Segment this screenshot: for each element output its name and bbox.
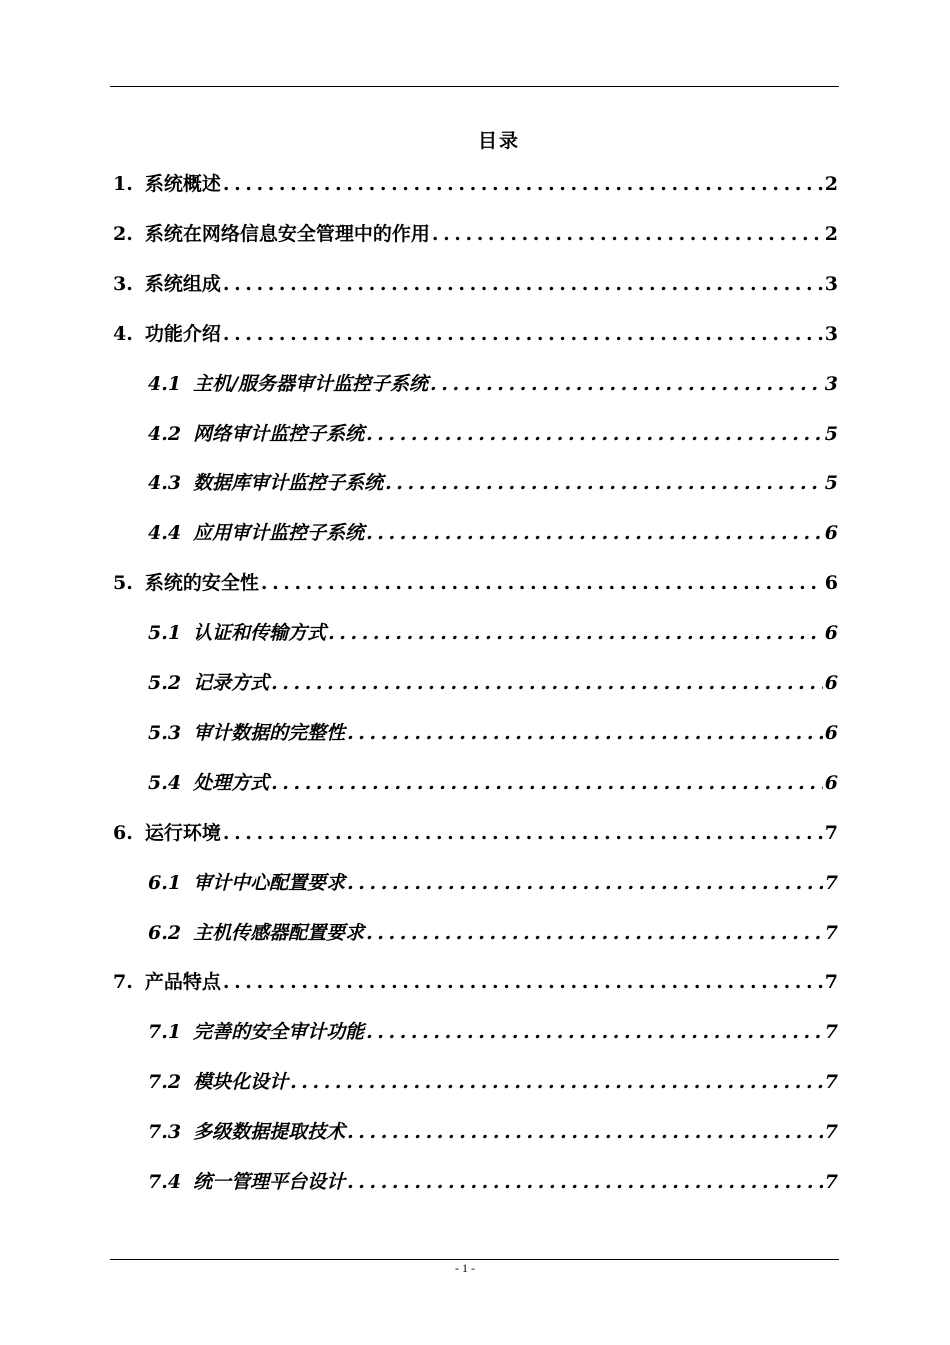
- toc-entry-number: 5.: [113, 572, 133, 595]
- toc-entry[interactable]: [148, 763, 838, 803]
- toc-entry[interactable]: [148, 613, 838, 653]
- toc-entry-title: 功能介绍: [144, 322, 221, 345]
- toc-entry-title: 网络审计监控子系统: [193, 422, 365, 445]
- toc-entry-title: 处理方式: [193, 771, 270, 794]
- toc-entry[interactable]: [148, 1062, 838, 1102]
- toc-entry-title: 统一管理平台设计: [193, 1171, 346, 1193]
- toc-entry[interactable]: [148, 513, 838, 553]
- toc-entry-page: 6: [824, 522, 838, 545]
- dot-leader: [261, 563, 823, 603]
- dot-leader: [347, 713, 823, 753]
- dot-leader: [385, 463, 823, 503]
- toc-entry[interactable]: [148, 414, 838, 454]
- dot-leader: [223, 264, 823, 304]
- toc-entry-page: 6: [824, 572, 838, 595]
- toc-entry[interactable]: [148, 663, 838, 703]
- toc-entry-number: 4.1: [148, 372, 182, 395]
- toc-entry-title: 应用审计监控子系统: [193, 522, 365, 545]
- toc-entry-title: 系统在网络信息安全管理中的作用: [144, 222, 430, 245]
- toc-entry-number: 2.: [113, 222, 133, 245]
- toc-entry-title: 主机/服务器审计监控子系统: [193, 372, 429, 395]
- toc-entry-page: 6: [824, 622, 838, 645]
- toc-entry-title: 系统组成: [144, 272, 221, 295]
- toc-entry-title: 系统的安全性: [144, 572, 259, 595]
- toc-entry[interactable]: [148, 364, 838, 404]
- toc-entry-number: 5.1: [148, 622, 182, 645]
- toc-entry-page: 5: [824, 422, 838, 445]
- toc-entry-page: 3: [824, 322, 838, 345]
- toc-entry-page: 7: [824, 971, 838, 994]
- dot-leader: [290, 1062, 823, 1102]
- footer-rule: [110, 1259, 839, 1260]
- toc-entry-page: 7: [824, 871, 838, 894]
- toc-entry-number: 4.4: [148, 522, 182, 545]
- dot-leader: [366, 1012, 823, 1052]
- toc-entry-page: 7: [824, 1071, 838, 1094]
- toc-entry-title: 系统概述: [144, 173, 221, 195]
- toc-entry-number: 6.1: [148, 871, 182, 894]
- toc-entry-page: 2: [824, 222, 838, 245]
- toc-entry-title: 完善的安全审计功能: [193, 1021, 365, 1044]
- dot-leader: [328, 613, 823, 653]
- page-number: - 1 -: [455, 1261, 475, 1275]
- toc-entry[interactable]: [113, 264, 838, 304]
- toc-entry-title: 记录方式: [193, 672, 270, 694]
- toc-entry-number: 5.2: [148, 672, 182, 694]
- toc-entry-page: 7: [824, 1021, 838, 1044]
- toc-entry-page: 3: [824, 372, 838, 395]
- toc-entry-page: 3: [824, 272, 838, 295]
- toc-entry-page: 7: [824, 1171, 838, 1193]
- toc-entry-page: 7: [824, 821, 838, 844]
- dot-leader: [366, 913, 823, 953]
- toc-entry-number: 7.: [113, 971, 133, 994]
- toc-entry-number: 7.4: [148, 1171, 182, 1193]
- toc-entry-number: 5.3: [148, 721, 182, 744]
- toc-entry-number: 6.: [113, 821, 133, 844]
- toc-entry-number: 4.2: [148, 422, 182, 445]
- toc-entry[interactable]: [113, 164, 838, 204]
- toc-entry-number: 7.2: [148, 1071, 182, 1094]
- toc-entry[interactable]: [148, 1112, 838, 1152]
- toc-entry[interactable]: [148, 913, 838, 953]
- toc-entry[interactable]: [113, 563, 838, 603]
- toc-entry[interactable]: [148, 713, 838, 753]
- toc-entry[interactable]: [113, 962, 838, 1002]
- dot-leader: [430, 364, 823, 404]
- toc-entry-title: 认证和传输方式: [193, 622, 327, 645]
- toc-entry-number: 3.: [113, 272, 133, 295]
- dot-leader: [366, 513, 823, 553]
- toc-entry-number: 7.1: [148, 1021, 182, 1044]
- toc-entry-title: 审计数据的完整性: [193, 721, 346, 744]
- toc-entry-number: 4.3: [148, 472, 182, 495]
- toc-entry[interactable]: [113, 813, 838, 853]
- toc-entry[interactable]: [113, 214, 838, 254]
- toc-entry-number: 4.: [113, 322, 133, 345]
- toc-entry-page: 5: [824, 472, 838, 495]
- toc-entry-title: 模块化设计: [193, 1071, 289, 1094]
- toc-entry-title: 运行环境: [144, 821, 221, 844]
- header-rule: [110, 86, 839, 87]
- toc-entry-number: 7.3: [148, 1121, 182, 1144]
- toc-entry-page: 6: [824, 672, 838, 694]
- toc-entry-page: 2: [824, 173, 838, 195]
- toc-entry-page: 7: [824, 1121, 838, 1144]
- dot-leader: [223, 164, 823, 204]
- dot-leader: [347, 1112, 823, 1152]
- dot-leader: [223, 314, 823, 354]
- dot-leader: [223, 813, 823, 853]
- dot-leader: [366, 414, 823, 454]
- dot-leader: [271, 663, 823, 703]
- dot-leader: [347, 863, 823, 903]
- toc-entry-page: 7: [824, 921, 838, 944]
- toc-entry-number: 1.: [113, 173, 133, 195]
- toc-entry-title: 数据库审计监控子系统: [193, 472, 384, 495]
- toc-entry[interactable]: [148, 1012, 838, 1052]
- toc-entry-page: 6: [824, 771, 838, 794]
- toc-entry-title: 审计中心配置要求: [193, 871, 346, 894]
- toc-entry[interactable]: [113, 314, 838, 354]
- toc-entry[interactable]: [148, 1162, 838, 1202]
- dot-leader: [271, 763, 823, 803]
- toc-entry-number: 6.2: [148, 921, 182, 944]
- toc-entry-title: 产品特点: [144, 971, 221, 994]
- dot-leader: [347, 1162, 823, 1202]
- dot-leader: [432, 214, 823, 254]
- dot-leader: [223, 962, 823, 1002]
- toc-entry-page: 6: [824, 721, 838, 744]
- toc-entry-title: 主机传感器配置要求: [193, 921, 365, 944]
- toc-entry[interactable]: [148, 863, 838, 903]
- toc-title: 目录: [477, 130, 520, 152]
- toc-entry[interactable]: [148, 463, 838, 503]
- toc-entry-number: 5.4: [148, 771, 182, 794]
- toc-entry-title: 多级数据提取技术: [193, 1121, 346, 1144]
